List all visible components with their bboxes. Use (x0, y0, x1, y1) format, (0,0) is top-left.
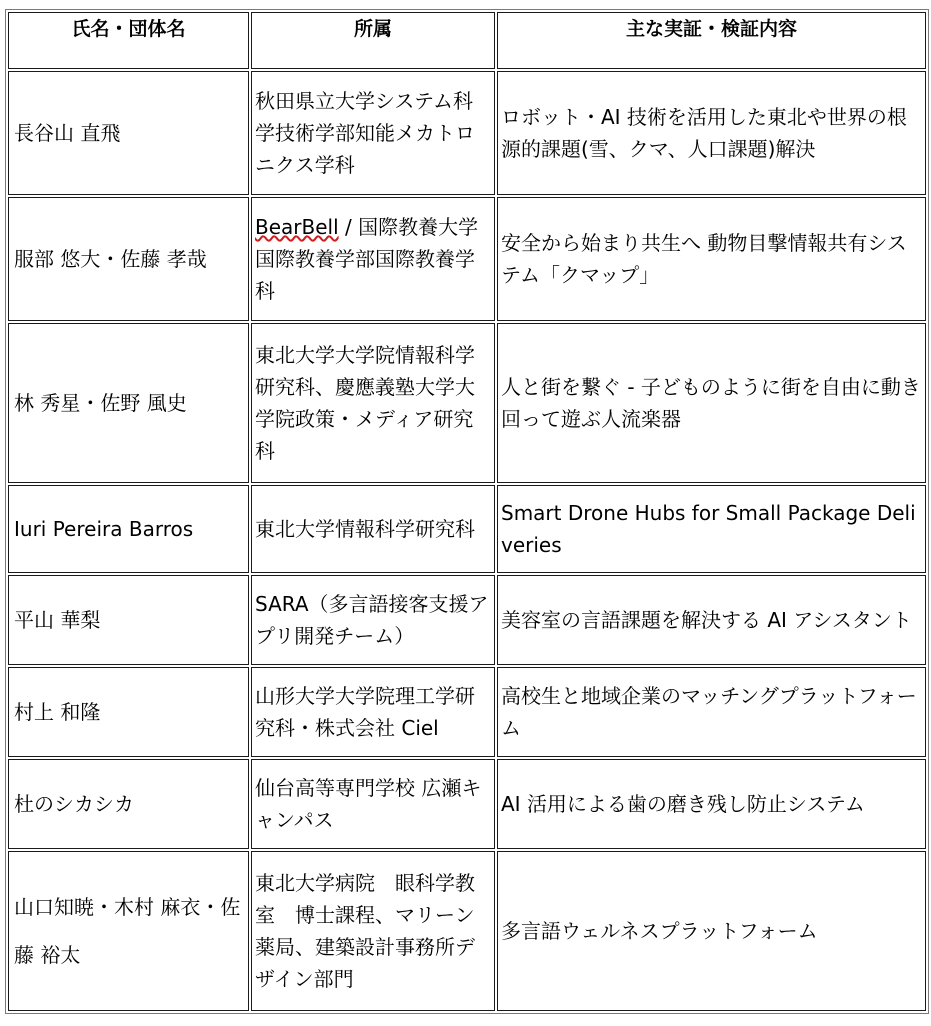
cell-content: 高校生と地域企業のマッチングプラットフォーム (497, 667, 926, 757)
header-content: 主な実証・検証内容 (497, 12, 926, 69)
cell-name: 林 秀星・佐野 風史 (8, 323, 249, 483)
cell-affiliation (251, 197, 495, 321)
cell-content: 安全から始まり共生へ 動物目撃情報共有システム「クマップ」 (497, 197, 926, 321)
cell-affiliation: 山形大学大学院理工学研究科・株式会社 Ciel (251, 667, 495, 757)
table-row (8, 575, 926, 665)
cell-affiliation: 仙台高等専門学校 広瀬キャンパス (251, 759, 495, 849)
table-row (8, 485, 926, 573)
cell-affiliation: SARA（多言語接客支援アプリ開発チーム） (251, 575, 495, 665)
cell-affiliation-rest: / 国際教養大学国際教養学部国際教養学科 (255, 215, 479, 303)
cell-affiliation: 東北大学病院 眼科学教室 博士課程、マリーン薬局、建築設計事務所デザイン部門 (251, 851, 495, 1011)
cell-content: 美容室の言語課題を解決する AI アシスタント (497, 575, 926, 665)
table-row (8, 197, 926, 321)
cell-content: Smart Drone Hubs for Small Package Deliveries (497, 485, 926, 573)
cell-content: ロボット・AI 技術を活用した東北や世界の根源的課題(雪、クマ、人口課題)解決 (497, 71, 926, 195)
cell-affiliation: 秋田県立大学システム科学技術学部知能メカトロニクス学科 (251, 71, 495, 195)
table-row (8, 759, 926, 849)
cell-content: 多言語ウェルネスプラットフォーム (497, 851, 926, 1011)
table-row (8, 667, 926, 757)
header-row (8, 12, 926, 69)
header-name: 氏名・団体名 (8, 12, 249, 69)
cell-affiliation: 東北大学情報科学研究科 (251, 485, 495, 573)
cell-content: AI 活用による歯の磨き残し防止システム (497, 759, 926, 849)
participants-table (5, 9, 929, 1014)
header-affiliation: 所属 (251, 12, 495, 69)
cell-content: 人と街を繋ぐ - 子どものように街を自由に動き回って遊ぶ人流楽器 (497, 323, 926, 483)
table-row (8, 851, 926, 1011)
table-row (8, 323, 926, 483)
cell-name: 杜のシカシカ (8, 759, 249, 849)
cell-name: 服部 悠大・佐藤 孝哉 (8, 197, 249, 321)
cell-name: 平山 華梨 (8, 575, 249, 665)
cell-name: 村上 和隆 (8, 667, 249, 757)
table-row (8, 71, 926, 195)
cell-name: 山口知暁・木村 麻衣・佐藤 裕太 (8, 851, 249, 1011)
cell-affiliation: 東北大学大学院情報科学研究科、慶應義塾大学大学院政策・メディア研究科 (251, 323, 495, 483)
cell-name: Iuri Pereira Barros (8, 485, 249, 573)
spellcheck-marked-word: BearBell (255, 215, 339, 239)
cell-name: 長谷山 直飛 (8, 71, 249, 195)
